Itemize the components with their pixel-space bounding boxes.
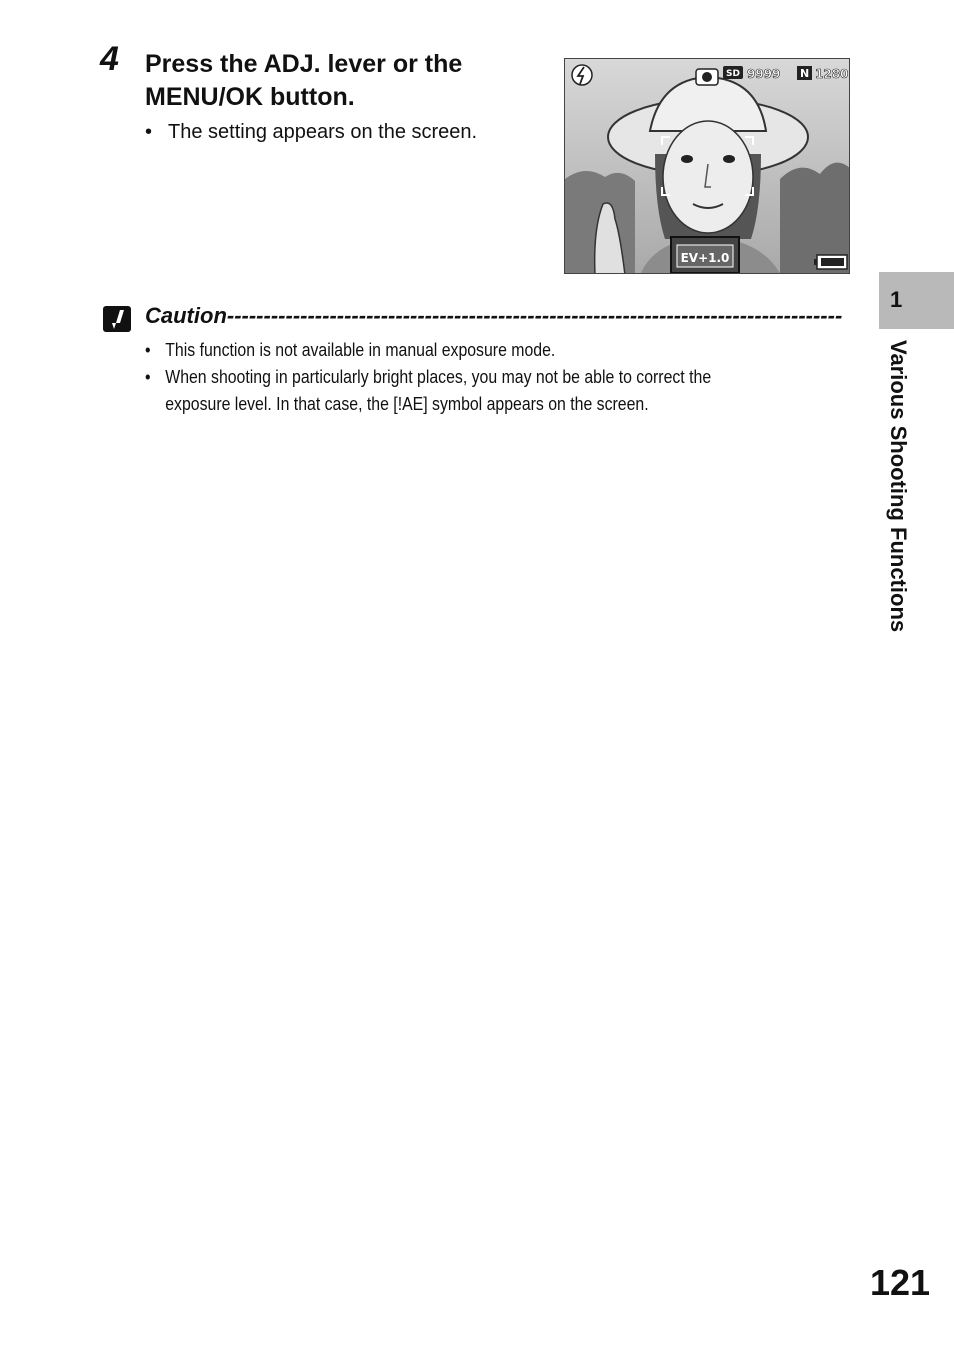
camera-mode-icon: [696, 69, 718, 85]
caution-item: [145, 364, 743, 418]
camera-screen-preview: [564, 58, 850, 274]
bullet-dot: •: [145, 367, 151, 387]
page-number: 121: [870, 1262, 931, 1303]
ev-value: EV+1.0: [680, 251, 730, 265]
caution-icon: [102, 305, 132, 333]
caution-heading: Caution------------------------------------------------------------------------------------: [145, 303, 843, 328]
face: [663, 121, 753, 233]
flash-off-icon: [572, 65, 592, 85]
step-bullet-text: The setting appears on the screen.: [168, 121, 478, 143]
caution-item-text: This function is not available in manual exposure mode.: [165, 340, 556, 360]
caution-list: [145, 337, 743, 418]
shots-remaining: 9999: [747, 67, 781, 81]
caution-item: [145, 337, 743, 364]
battery-icon: [814, 255, 847, 269]
bullet-dot: •: [145, 340, 151, 360]
quality-label: N: [800, 67, 810, 80]
bullet-dot: •: [145, 121, 153, 143]
chapter-title: Various Shooting Functions: [886, 340, 911, 633]
chapter-number: 1: [890, 287, 903, 312]
camera-screen-image: [565, 59, 850, 274]
image-size: 1280: [815, 67, 849, 81]
right-eye: [723, 155, 735, 163]
step-bullet: [145, 121, 477, 144]
step-title: Press the ADJ. lever or the MENU/OK button.: [145, 50, 463, 111]
caution-item-text: When shooting in particularly bright places, you may not be able to correct the exposure level. In that case, the [!AE] symbol appears on the screen.: [165, 367, 712, 414]
left-eye: [681, 155, 693, 163]
media-label: SD: [726, 69, 740, 79]
step-number: 4: [100, 40, 119, 78]
